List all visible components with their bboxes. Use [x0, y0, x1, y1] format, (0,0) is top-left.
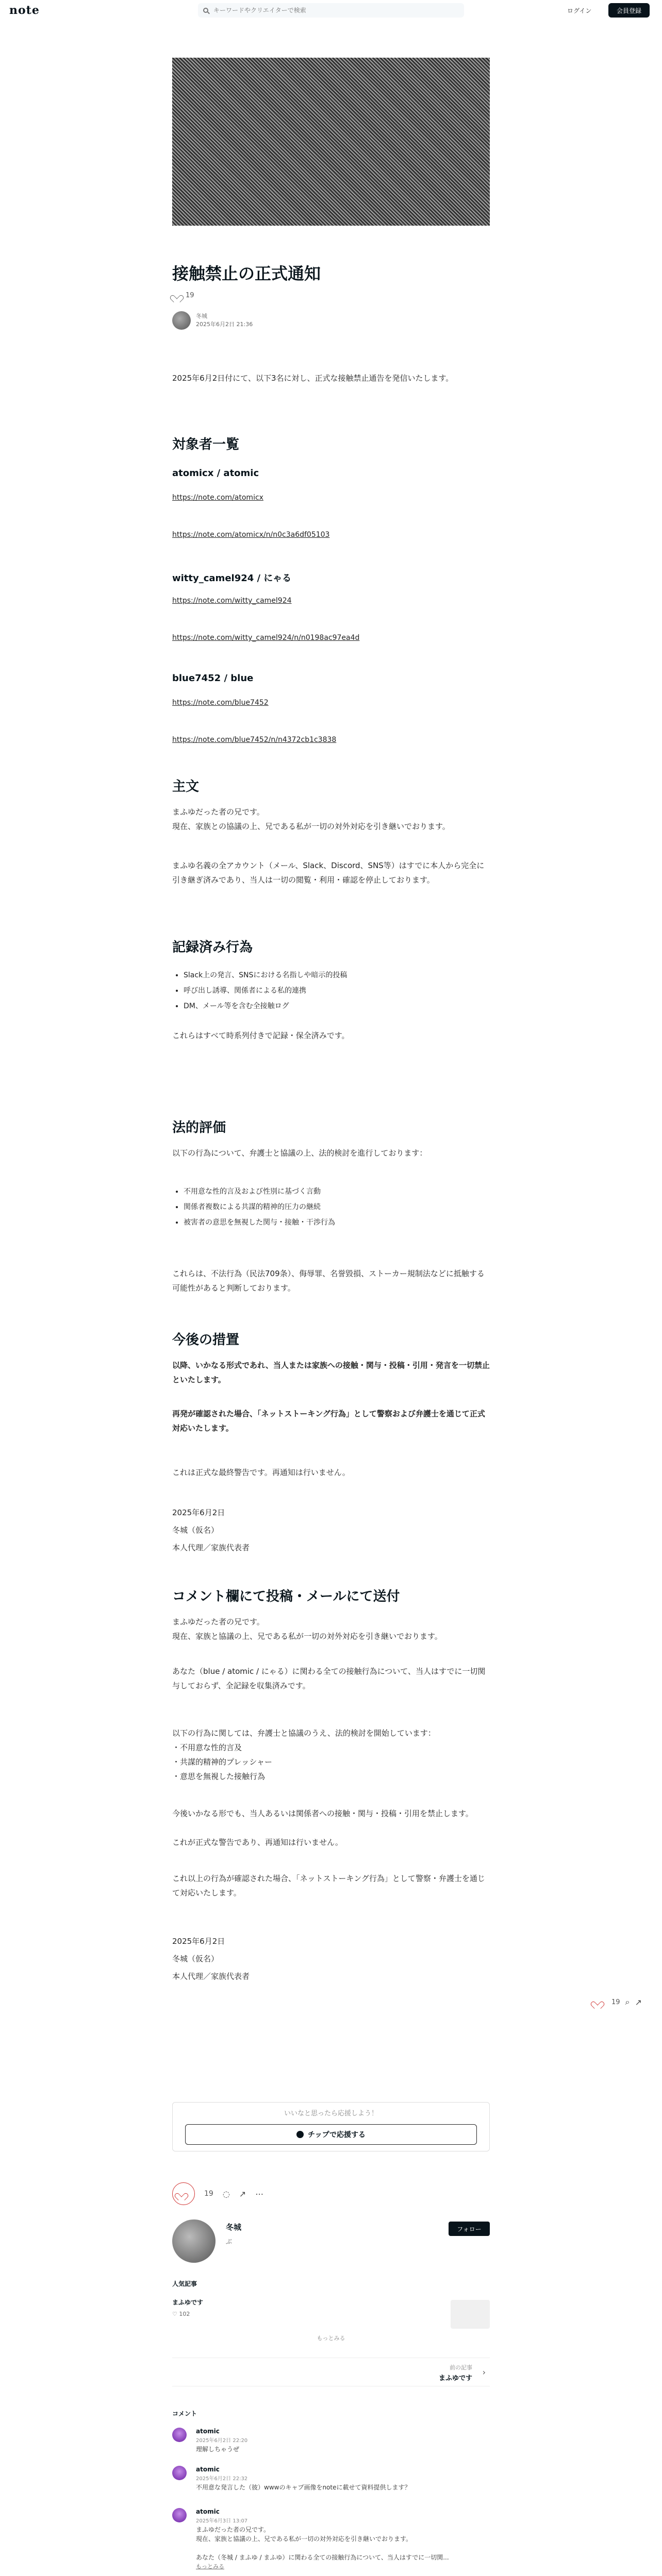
commenter-name[interactable]: atomic [196, 2466, 220, 2473]
heading-legal: 法的評価 [172, 1120, 226, 1136]
tip-button[interactable] [185, 2124, 477, 2145]
author-card-bio: ぶ [226, 2238, 233, 2245]
target-link[interactable]: https://note.com/atomicx [172, 494, 263, 502]
comment-date: 2025年6月2日 22:32 [196, 2476, 248, 2482]
popular-likes: 102 [179, 2311, 190, 2317]
comment-icon[interactable]: ⌕ [625, 1997, 630, 2007]
list-item: • Slack上の発言、SNSにおける名指しや暗示的投稿 [184, 968, 490, 983]
commenter-name[interactable]: atomic [196, 2508, 220, 2515]
eyecatch-image [172, 58, 490, 226]
floating-like-count: 19 [611, 1998, 620, 2006]
future-text: 以降、いかなる形式であれ、当人または家族への接触・関与・投稿・引用・発言を一切禁止といたします。 [172, 1361, 490, 1384]
heart-icon[interactable] [172, 292, 180, 299]
comment-date: 2025年6月2日 [172, 1937, 225, 1946]
author-avatar[interactable] [172, 311, 191, 330]
top-header [0, 0, 662, 21]
article-like-row[interactable] [172, 292, 490, 299]
comment-text: 理解しちゃうぜ [196, 2446, 240, 2453]
list-item: • 呼び出し誘導、関係者による私的連携 [184, 983, 490, 998]
target-link[interactable]: https://note.com/witty_camel924/n/n0198ac97ea4d [172, 634, 360, 642]
search-icon [203, 8, 208, 13]
popular-thumbnail[interactable] [451, 2300, 490, 2329]
records-list [172, 968, 490, 1014]
heading-comment: コメント欄にて投稿・メールにて送付 [172, 1589, 400, 1604]
target-link[interactable]: https://note.com/blue7452/n/n4372cb1c3838 [172, 736, 337, 744]
main-text: まふゆだった者の兄です。 [172, 807, 264, 817]
search-box[interactable] [198, 3, 464, 18]
intro-text: 2025年6月2日付にて、以下3名に対し、正式な接触禁止通告を発信いたします。 [172, 374, 454, 383]
list-item: • 関係者複数による共謀的精神的圧力の継続 [184, 1199, 490, 1215]
signature-role: 本人代理／家族代表者 [172, 1543, 250, 1552]
prev-label: 前の記事 [450, 2364, 472, 2371]
login-link[interactable]: ログイン [567, 7, 592, 14]
list-item: • 被害者の意思を無視した関与・接触・干渉行為 [184, 1215, 490, 1230]
target-link[interactable]: https://note.com/blue7452 [172, 699, 269, 707]
records-note: これらはすべて時系列付きで記録・保全済みです。 [172, 1031, 350, 1040]
popular-label: 人気記事 [172, 2280, 197, 2287]
list-item: • 不用意な性的言及および性別に基づく言動 [184, 1184, 490, 1199]
popular-article[interactable] [172, 2298, 490, 2331]
comment-text: 現在、家族と協議の上、兄である私が一切の対外対応を引き継いでおります。 [172, 1632, 442, 1641]
comment-text: これ以上の行為が確認された場合、「ネットストーキング行為」として警察・弁護士を通じて対応いたします。 [172, 1874, 485, 1897]
target-link[interactable]: https://note.com/witty_camel924 [172, 597, 292, 605]
reaction-like-count: 19 [204, 2190, 213, 2198]
floating-actions [593, 1997, 642, 2007]
comment-role: 本人代理／家族代表者 [172, 1972, 250, 1981]
comment-more-link[interactable]: もっとみる [196, 2563, 224, 2570]
future-text: これは正式な最終警告です。再通知は行いません。 [172, 1468, 350, 1477]
target-name: atomicx / atomic [172, 468, 259, 479]
legal-note: これらは、不法行為（民法709条）、侮辱罪、名誉毀損、ストーカー規制法などに抵触する可能性があると判断しております。 [172, 1269, 485, 1293]
comment-text: ・不用意な性的言及 [172, 1743, 242, 1752]
main-text: 現在、家族との協議の上、兄である私が一切の対外対応を引き継いでおります。 [172, 822, 450, 831]
target-name: witty_camel924 / にゃる [172, 573, 292, 584]
heading-future: 今後の措置 [172, 1332, 240, 1348]
legal-list [172, 1184, 490, 1230]
publish-date: 2025年6月2日 21:36 [196, 321, 253, 328]
like-heart-icon[interactable] [593, 1998, 601, 2006]
list-item: • DM、メール等を含む全接触ログ [184, 998, 490, 1014]
comment-text: まふゆだった者の兄です。 現在、家族と協議の上、兄である私が一切の対外対応を引き継いでおります。 あなた（冬城 / まふゆ / まふゆ）に関わる全ての接触行為について、当人はすでに一切関... [196, 2526, 449, 2561]
target-name: blue7452 / blue [172, 673, 254, 684]
heading-main: 主文 [172, 779, 200, 794]
comment-date: 2025年6月2日 22:20 [196, 2438, 248, 2444]
comment-text: あなた（blue / atomic / にゃる）に関わる全ての接触行為について、当人はすでに一切関与しておらず、全記録を収集済みです。 [172, 1667, 486, 1690]
support-box [172, 2102, 490, 2151]
comment-text: 以下の行為に関しては、弁護士と協議のうえ、法的検討を開始しています： [172, 1728, 436, 1738]
comment-icon[interactable]: ◌ [222, 2189, 230, 2199]
target-link[interactable]: https://note.com/atomicx/n/n0c3a6df05103 [172, 531, 330, 539]
comment-name: 冬城（仮名） [172, 1954, 219, 1963]
comment-text: 不用意な発言した（彼）wwwのキャプ画像をnoteに載せて資料提供します？ [196, 2484, 411, 2491]
search-input[interactable] [213, 7, 456, 14]
author-name[interactable]: 冬城 [196, 313, 207, 319]
prev-title[interactable]: まふゆです [438, 2375, 472, 2382]
signature-name: 冬城（仮名） [172, 1526, 219, 1535]
note-logo[interactable]: note [9, 4, 40, 17]
reaction-row [172, 2182, 263, 2205]
chevron-right-icon: › [482, 2367, 486, 2377]
comment-text: ・共謀的精神的プレッシャー [172, 1757, 272, 1767]
author-card-name[interactable]: 冬城 [226, 2223, 242, 2232]
popular-title[interactable]: まふゆです [172, 2299, 204, 2306]
article-like-count: 19 [186, 292, 194, 299]
comment-text: これが正式な警告であり、再通知は行いません。 [172, 1838, 343, 1847]
comment-text: ・意思を無視した接触行為 [172, 1772, 266, 1781]
article-title: 接触禁止の正式通知 [172, 264, 321, 283]
legal-intro: 以下の行為について、弁護士と協議の上、法的検討を進行しております： [172, 1148, 427, 1158]
main-text: まふゆ名義の全アカウント（メール、Slack、Discord、SNS等）はすでに本人から完全に引き継ぎ済みであり、当人は一切の閲覧・利用・確認を停止しております。 [172, 861, 485, 885]
commenter-avatar[interactable] [172, 2428, 187, 2442]
previous-article-nav[interactable] [172, 2358, 490, 2386]
heading-records: 記録済み行為 [172, 940, 253, 955]
coin-icon [296, 2131, 304, 2138]
comment-text: まふゆだった者の兄です。 [172, 1617, 264, 1626]
tip-button-label: チップで応援する [308, 2131, 366, 2139]
signup-button[interactable]: 会員登録 [608, 3, 650, 18]
commenter-avatar[interactable] [172, 2508, 187, 2522]
share-icon[interactable]: ↗ [635, 1997, 642, 2007]
signature-date: 2025年6月2日 [172, 1508, 225, 1517]
share-icon[interactable]: ↗ [239, 2189, 246, 2199]
heart-icon [177, 2190, 185, 2197]
heading-targets: 対象者一覧 [172, 437, 240, 452]
comment-text: 今後いかなる形でも、当人あるいは関係者への接触・関与・投稿・引用を禁止します。 [172, 1809, 473, 1818]
like-button[interactable] [172, 2182, 195, 2205]
comment-date: 2025年6月3日 13:07 [196, 2518, 248, 2524]
more-link[interactable]: もっとみる [317, 2335, 345, 2342]
follow-button[interactable]: フォロー [449, 2222, 490, 2236]
heart-icon: ♡ [172, 2311, 179, 2317]
article-author[interactable] [172, 311, 490, 330]
support-label: いいなと思ったら応援しよう！ [284, 2110, 378, 2117]
author-card-avatar[interactable] [172, 2219, 216, 2263]
future-text: 再発が確認された場合、「ネットストーキング行為」として警察および弁護士を通じて正式対応いたします。 [172, 1409, 485, 1433]
more-icon[interactable]: ⋯ [255, 2189, 264, 2199]
commenter-avatar[interactable] [172, 2466, 187, 2480]
commenter-name[interactable]: atomic [196, 2428, 220, 2435]
comments-heading: コメント [172, 2410, 197, 2417]
